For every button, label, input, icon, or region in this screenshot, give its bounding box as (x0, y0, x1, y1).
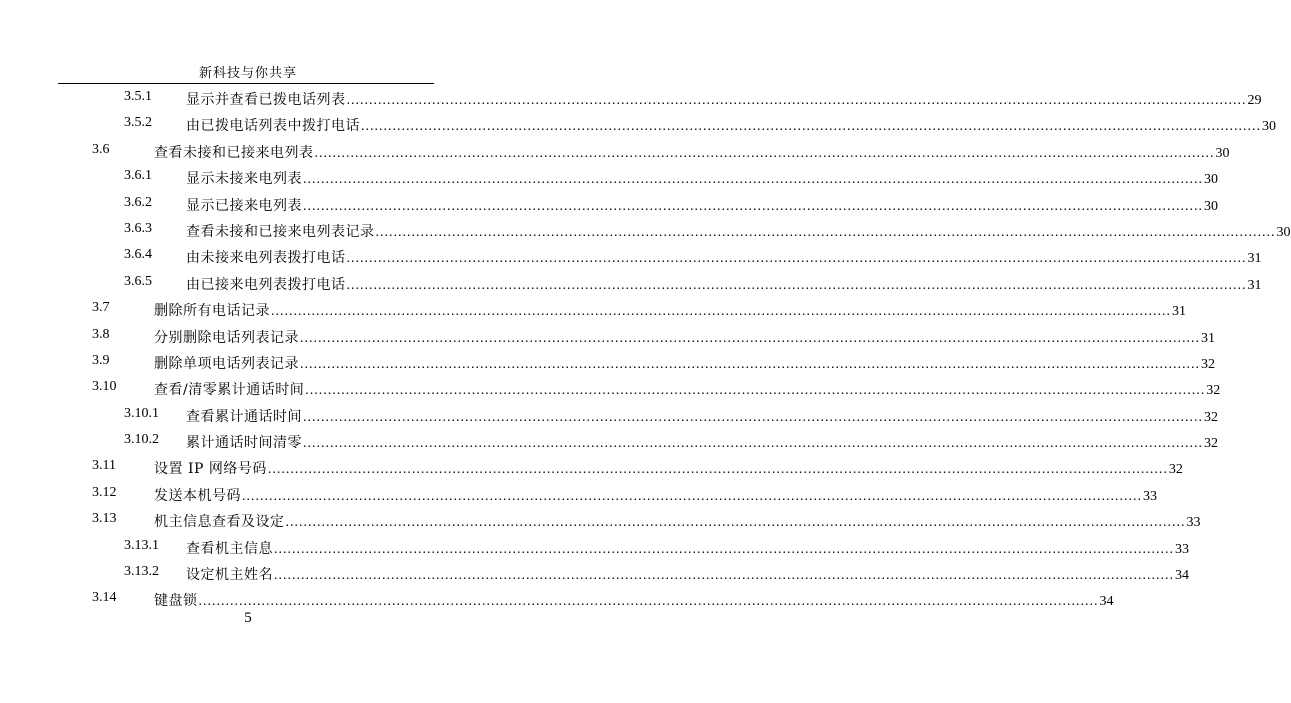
toc-entry-page: 33 (1143, 488, 1157, 504)
toc-dot-leader: ........................................................................................................................................................................................................ (271, 304, 1171, 320)
toc-entry-title: 设定机主姓名 (186, 567, 273, 584)
toc-entry-number: 3.6.4 (124, 247, 152, 263)
toc-dot-leader: ........................................................................................................................................................................................................ (300, 356, 1200, 372)
toc-entry-line (186, 274, 1262, 294)
table-of-contents (0, 84, 1291, 612)
toc-entry[interactable] (0, 453, 1183, 479)
toc-dot-leader: ........................................................................................................................................................................................................ (198, 594, 1099, 610)
toc-entry-number: 3.11 (92, 458, 116, 474)
toc-entry-line (154, 458, 1183, 478)
toc-entry-line (186, 89, 1262, 109)
toc-entry[interactable] (0, 533, 1189, 559)
toc-entry-number: 3.14 (92, 590, 117, 606)
toc-entry-number: 3.13.2 (124, 564, 159, 580)
toc-entry[interactable] (0, 110, 1276, 136)
toc-dot-leader: ........................................................................................................................................................................................................ (285, 515, 1186, 531)
toc-entry[interactable] (0, 559, 1189, 585)
toc-dot-leader: ........................................................................................................................................................................................................ (346, 277, 1247, 293)
toc-entry-line (154, 142, 1230, 162)
toc-entry-page: 34 (1099, 594, 1114, 610)
toc-entry-title: 键盘锁 (154, 593, 198, 610)
toc-dot-leader: ........................................................................................................................................................................................................ (361, 119, 1261, 135)
toc-entry[interactable] (0, 585, 1114, 611)
toc-entry-number: 3.13 (92, 511, 117, 527)
toc-entry-page: 33 (1186, 515, 1201, 531)
toc-entry-title: 设置 IP 网络号码 (154, 461, 267, 478)
toc-entry-line (186, 221, 1291, 241)
toc-dot-leader: ........................................................................................................................................................................................................ (274, 568, 1174, 584)
toc-entry[interactable] (0, 242, 1262, 268)
toc-entry-page: 31 (1172, 304, 1186, 320)
toc-entry[interactable] (0, 506, 1201, 532)
toc-entry[interactable] (0, 295, 1186, 321)
toc-entry[interactable] (0, 163, 1218, 189)
toc-entry-line (186, 406, 1218, 426)
toc-entry-number: 3.6.1 (124, 168, 152, 184)
toc-entry-number: 3.12 (92, 484, 117, 500)
toc-entry-line (186, 195, 1218, 215)
toc-entry-number: 3.13.1 (124, 537, 159, 553)
toc-entry-title: 查看机主信息 (186, 540, 273, 557)
toc-dot-leader: ........................................................................................................................................................................................................ (305, 383, 1206, 399)
toc-entry[interactable] (0, 216, 1291, 242)
page-header-title: 新科技与你共享 (198, 66, 297, 81)
toc-entry-number: 3.10 (92, 379, 117, 395)
toc-entry-page: 29 (1247, 93, 1262, 108)
toc-entry-page: 32 (1204, 409, 1218, 425)
toc-dot-leader: ........................................................................................................................................................................................................ (314, 145, 1215, 161)
toc-entry[interactable] (0, 427, 1218, 453)
toc-entry-page: 30 (1204, 198, 1218, 214)
toc-dot-leader: ........................................................................................................................................................................................................ (274, 541, 1174, 557)
toc-entry-line (186, 538, 1189, 558)
toc-entry-number: 3.6.3 (124, 220, 152, 236)
toc-entry-page: 32 (1206, 383, 1221, 399)
toc-entry-number: 3.5.1 (124, 89, 152, 104)
toc-entry-line (186, 115, 1276, 135)
toc-dot-leader: ........................................................................................................................................................................................................ (303, 172, 1203, 188)
toc-dot-leader: ........................................................................................................................................................................................................ (375, 224, 1276, 240)
toc-entry-line (186, 564, 1189, 584)
toc-entry-page: 31 (1201, 330, 1215, 346)
toc-entry-number: 3.7 (92, 300, 110, 316)
toc-entry-page: 34 (1175, 568, 1189, 584)
toc-entry-number: 3.9 (92, 352, 110, 368)
toc-entry-title: 显示已接来电列表 (186, 197, 302, 214)
toc-entry-title: 发送本机号码 (154, 487, 241, 504)
toc-entry[interactable] (0, 84, 1262, 110)
toc-dot-leader: ........................................................................................................................................................................................................ (303, 436, 1203, 452)
toc-entry[interactable] (0, 348, 1215, 374)
toc-dot-leader: ........................................................................................................................................................................................................ (303, 198, 1203, 214)
toc-entry[interactable] (0, 269, 1262, 295)
toc-entry-line (186, 432, 1218, 452)
toc-dot-leader: ........................................................................................................................................................................................................ (267, 462, 1168, 478)
toc-entry-number: 3.6.2 (124, 194, 152, 210)
toc-entry-page: 33 (1175, 541, 1189, 557)
toc-entry-page: 31 (1247, 251, 1262, 267)
toc-entry-page: 32 (1168, 462, 1183, 478)
toc-entry-number: 3.6.5 (124, 273, 152, 289)
toc-entry-title: 查看未接和已接来电列表 (154, 144, 314, 161)
toc-entry-line (154, 379, 1221, 399)
toc-entry-page: 30 (1215, 145, 1230, 161)
toc-entry-number: 3.8 (92, 326, 110, 342)
toc-entry-title: 分别删除电话列表记录 (154, 329, 299, 346)
toc-entry-title: 显示并查看已拨电话列表 (186, 92, 346, 108)
toc-entry-page: 30 (1276, 224, 1291, 240)
toc-entry-line (154, 511, 1201, 531)
toc-dot-leader: ........................................................................................................................................................................................................ (303, 409, 1203, 425)
toc-entry-title: 查看/清零累计通话时间 (154, 382, 305, 399)
toc-entry-title: 由已拨电话列表中拨打电话 (186, 118, 360, 135)
toc-entry-line (154, 353, 1215, 373)
toc-entry-title: 显示未接来电列表 (186, 171, 302, 188)
toc-entry-title: 查看未接和已接来电列表记录 (186, 223, 375, 240)
toc-dot-leader: ........................................................................................................................................................................................................ (242, 488, 1142, 504)
toc-entry[interactable] (0, 137, 1230, 163)
toc-entry-title: 由已接来电列表拨打电话 (186, 276, 346, 293)
page-number: 5 (244, 610, 252, 626)
toc-entry-line (154, 327, 1215, 347)
toc-entry-title: 删除所有电话记录 (154, 303, 270, 320)
toc-entry-number: 3.5.2 (124, 115, 152, 131)
toc-entry-title: 查看累计通话时间 (186, 408, 302, 425)
toc-entry[interactable] (0, 480, 1157, 506)
toc-entry-number: 3.10.1 (124, 405, 159, 421)
toc-entry-line (154, 590, 1114, 610)
toc-entry-title: 由未接来电列表拨打电话 (186, 250, 346, 267)
toc-entry[interactable] (0, 374, 1221, 400)
toc-entry-number: 3.10.2 (124, 432, 159, 448)
toc-entry-line (154, 485, 1157, 505)
toc-entry-title: 累计通话时间清零 (186, 435, 302, 452)
toc-dot-leader: ........................................................................................................................................................................................................ (300, 330, 1200, 346)
toc-entry-line (186, 168, 1218, 188)
toc-entry-title: 机主信息查看及设定 (154, 514, 285, 531)
toc-entry-title: 删除单项电话列表记录 (154, 355, 299, 372)
toc-dot-leader: ........................................................................................................................................................................................................ (346, 93, 1247, 108)
toc-entry[interactable] (0, 190, 1218, 216)
toc-entry-page: 31 (1247, 277, 1262, 293)
toc-entry-page: 30 (1262, 119, 1276, 135)
toc-entry-line (154, 300, 1186, 320)
toc-entry-page: 32 (1204, 436, 1218, 452)
toc-entry-page: 30 (1204, 172, 1218, 188)
toc-dot-leader: ........................................................................................................................................................................................................ (346, 251, 1247, 267)
toc-entry[interactable] (0, 322, 1215, 348)
toc-entry-number: 3.6 (92, 141, 110, 157)
toc-entry-line (186, 247, 1262, 267)
toc-entry-page: 32 (1201, 356, 1215, 372)
toc-entry[interactable] (0, 401, 1218, 427)
